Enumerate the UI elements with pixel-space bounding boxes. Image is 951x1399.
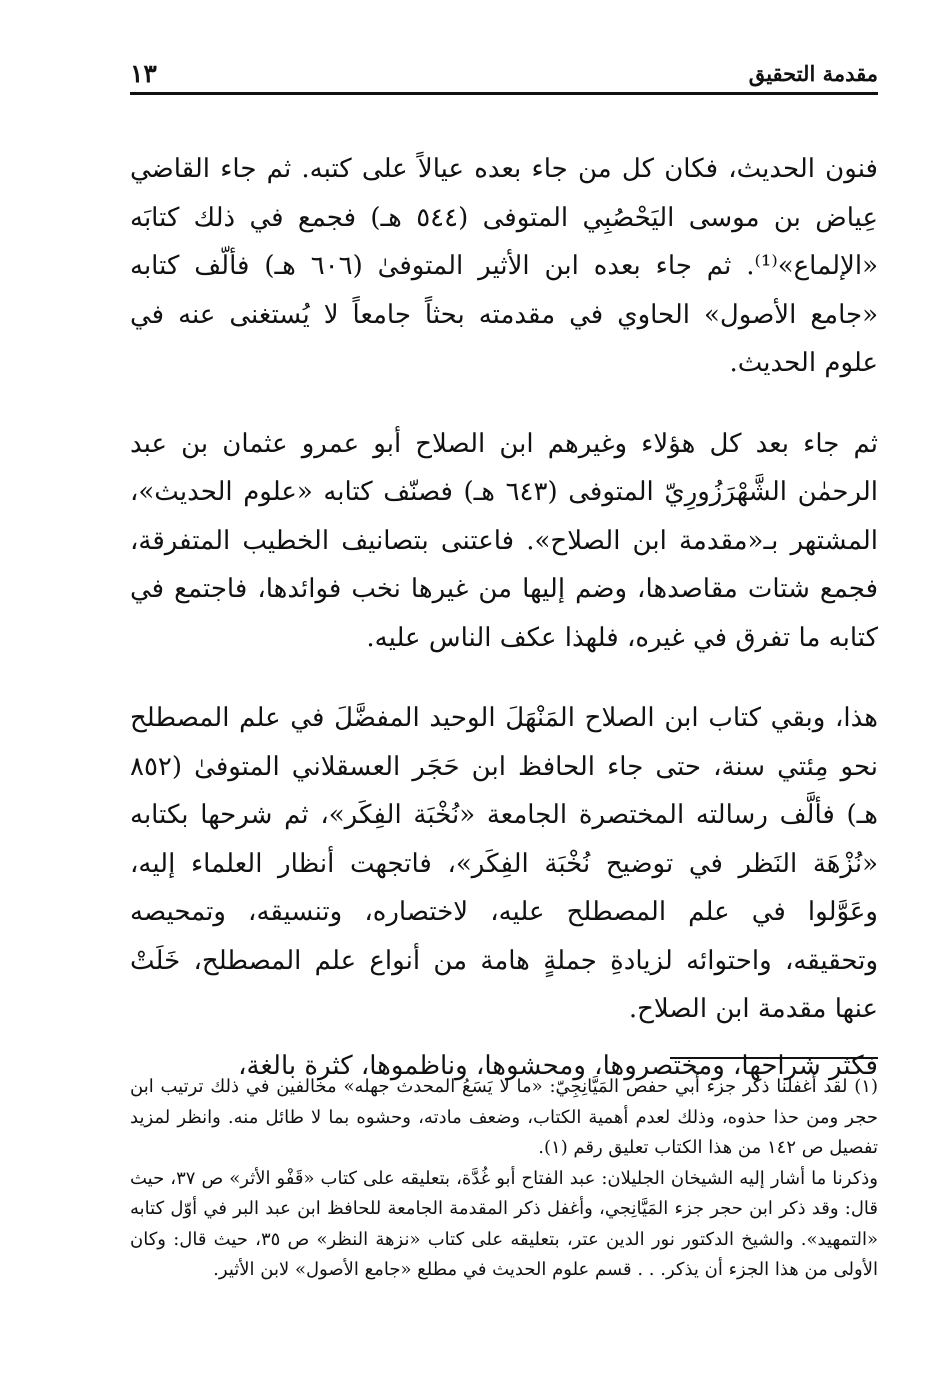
footnote: (١) لقد أغفلنا ذكر جزء أبي حفص المَيَّانِجِيّ: «ما لا يَسَعُ المحدث جهله» مخالفين في ذلك ترتيب ابن حجر ومن حذا حذوه، وذلك لعدم أهمية الكتاب، وضعف مادته، وحشوه بما لا طائل منه. وانظر لمزيد تفصيل ص ١٤٢ من هذا الكتاب تعليق رقم (١). [130, 1076, 878, 1158]
running-title: مقدمة التحقيق [748, 61, 878, 86]
main-text [130, 145, 878, 1090]
footnote-separator [670, 1057, 878, 1059]
paragraph: هذا، وبقي كتاب ابن الصلاح المَنْهَلَ الوحيد المفضَّلَ في علم المصطلح نحو مِئتي سنة، حتى جاء الحافظ ابن حَجَر العسقلاني المتوفىٰ (٨٥٢ هـ) فألَّف رسالته المختصرة الجامعة «نُخْبَة الفِكَر»، ثم شرحها بكتابه «نُزْهَة النَظر في توضيح نُخْبَة الفِكَر»، فاتجهت أنظار العلماء إليه، وعَوَّلوا في علم المصطلح عليه، لاختصاره، وتنسيقه، وتمحيصه وتحقيقه، واحتوائه لزيادةِ جملةٍ هامة من أنواع علم المصطلح، خَلَتْ عنها مقدمة ابن الصلاح. [130, 703, 878, 1024]
page-header [130, 52, 878, 95]
paragraph: فنون الحديث، فكان كل من جاء بعده عيالاً على كتبه. ثم جاء القاضي عِياض بن موسى اليَحْصُبِي المتوفى (٥٤٤ هـ) فجمع في ذلك كتابَه «الإلماع»⁽¹⁾. ثم جاء بعده ابن الأثير المتوفىٰ (٦٠٦ هـ) فألّف كتابه «جامع الأصول» الحاوي في مقدمته بحثاً جامعاً لا يُستغنى عنه في علوم الحديث. [130, 154, 878, 378]
paragraph: فكثر شراحها، ومختصروها، ومحشوها، وناظموها، كثرة بالغة، [238, 1050, 878, 1081]
footnotes [130, 1072, 878, 1286]
paragraph: ثم جاء بعد كل هؤلاء وغيرهم ابن الصلاح أبو عمرو عثمان بن عبد الرحمٰن الشَّهْرَزُورِيّ المتوفى (٦٤٣ هـ) فصنّف كتابه «علوم الحديث»، المشتهر بـ«مقدمة ابن الصلاح». فاعتنى بتصانيف الخطيب المتفرقة، فجمع شتات مقاصدها، وضم إليها من غيرها نخب فوائدها، فاجتمع في كتابه ما تفرق في غيره، فلهذا عكف الناس عليه. [130, 428, 878, 653]
page-number: ١٣ [130, 59, 157, 88]
footnote: وذكرنا ما أشار إليه الشيخان الجليلان: عبد الفتاح أبو غُدَّة، بتعليقه على كتاب «قَفْو الأثر» ص ٣٧، حيث قال: وقد ذكر ابن حجر جزء المَيَّانِجي، وأغفل ذكر المقدمة الجامعة للحافظ ابن عبد البر في أوّل كتابه «التمهيد». والشيخ الدكتور نور الدين عتر، بتعليقه على كتاب «نزهة النظر» ص ٣٥، حيث قال: وكان الأولى من هذا الجزء أن يذكر. . . قسم علوم الحديث في مطلع «جامع الأصول» لابن الأثير. [130, 1167, 879, 1280]
